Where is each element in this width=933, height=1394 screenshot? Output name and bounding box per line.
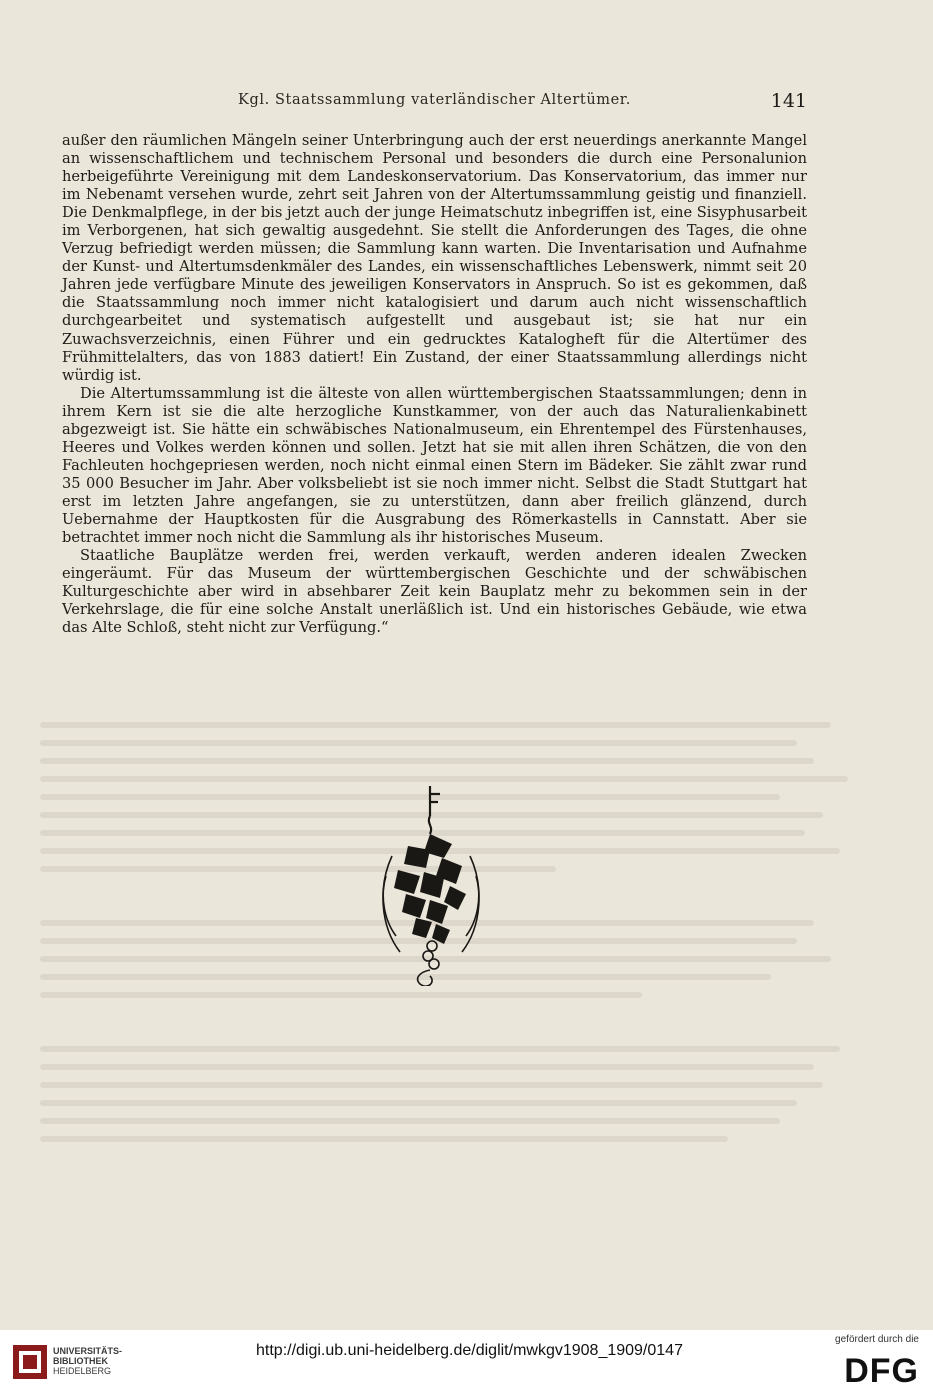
paragraph-3: Staatliche Bauplätze werden frei, werden verkauft, werden anderen idealen Zwecken eingeräumt. Für das Museum der württembergischen Geschichte und der schwäbischen Kulturgeschichte aber wird in absehbarer Zeit kein Bauplatz mehr zu bekommen sein in der Verkehrslage, die für eine solche Anstalt unerläßlich ist. Und ein historisches Gebäude, wie etwa das Alte Schloß, steht nicht zur Verfügung.“ (62, 547, 807, 637)
footer-bar (0, 1330, 933, 1394)
dfg-logo: DFG (844, 1352, 919, 1390)
university-line-3: HEIDELBERG (53, 1366, 112, 1376)
university-name (53, 1346, 122, 1376)
source-url-link[interactable]: http://digi.ub.uni-heidelberg.de/diglit/mwkgv1908_1909/0147 (256, 1342, 683, 1359)
page-number: 141 (770, 90, 807, 112)
university-line-2: BIBLIOTHEK (53, 1356, 108, 1366)
grape-ornament-icon (372, 786, 488, 986)
funding-note: gefördert durch die (835, 1334, 919, 1345)
university-seal-icon (12, 1344, 48, 1380)
running-title: Kgl. Staatssammlung vaterländischer Altertümer. (238, 92, 631, 108)
body-text (62, 132, 807, 637)
paragraph-2: Die Altertumssammlung ist die älteste von allen württembergischen Staatssammlungen; denn in ihrem Kern ist sie die alte herzogliche Kunstkammer, von der auch das Naturalienkabinett abgezweigt ist. Sie hätte ein schwäbisches Nationalmuseum, ein Ehrentempel des Fürstenhauses, Heeres und Volkes werden können und sollen. Jetzt hat sie mit allen ihren Schätzen, die von den Fachleuten hochgepriesen werden, noch nicht einmal einen Stern im Bädeker. Sie zählt zwar rund 35 000 Besucher im Jahr. Aber volksbeliebt ist sie noch immer nicht. Selbst die Stadt Stuttgart hat erst im letzten Jahre angefangen, sie zu unterstützen, dann aber freilich glänzend, durch Uebernahme der Hauptkosten für die Ausgrabung des Römerkastells in Cannstatt. Aber sie betrachtet immer noch nicht die Sammlung als ihr historisches Museum. (62, 384, 807, 547)
page-header (62, 90, 807, 120)
university-line-1: UNIVERSITÄTS- (53, 1346, 123, 1356)
paragraph-1: außer den räumlichen Mängeln seiner Unterbringung auch der erst neuerdings anerkannte Mangel an wissenschaftlichem und technischem Personal und besonders die durch eine Personalunion herbeigeführte Vereinigung mit dem Landeskonservatorium. Das Konservatorium, das immer nur im Nebenamt versehen wurde, zehrt seit Jahren von der Altertumssammlung geistig und finanziell. Die Denkmalpflege, in der bis jetzt auch der junge Heimatschutz inbegriffen ist, eine Sisyphusarbeit im Verborgenen, hat sich gewaltig ausgedehnt. Sie stellt die Anforderungen des Tages, die ohne Verzug befriedigt werden müssen; die Sammlung kann warten. Die Inventarisation und Aufnahme der Kunst- und Altertumsdenkmäler des Landes, ein wissenschaftliches Lebenswerk, nimmt seit 20 Jahren jede verfügbare Minute des jeweiligen Konservators in Anspruch. So ist es gekommen, daß die Staatssammlung noch immer nicht katalogisiert und darum auch nicht wissenschaftlich durchgearbeitet und systematisch aufgestellt und ausgebaut ist; sie hat nur ein Zuwachsverzeichnis, einen Führer und ein gedrucktes Katalogheft für die Altertümer des Frühmittelalters, das von 1883 datiert! Ein Zustand, der einer Staatssammlung allerdings nicht würdig ist. (62, 132, 807, 384)
